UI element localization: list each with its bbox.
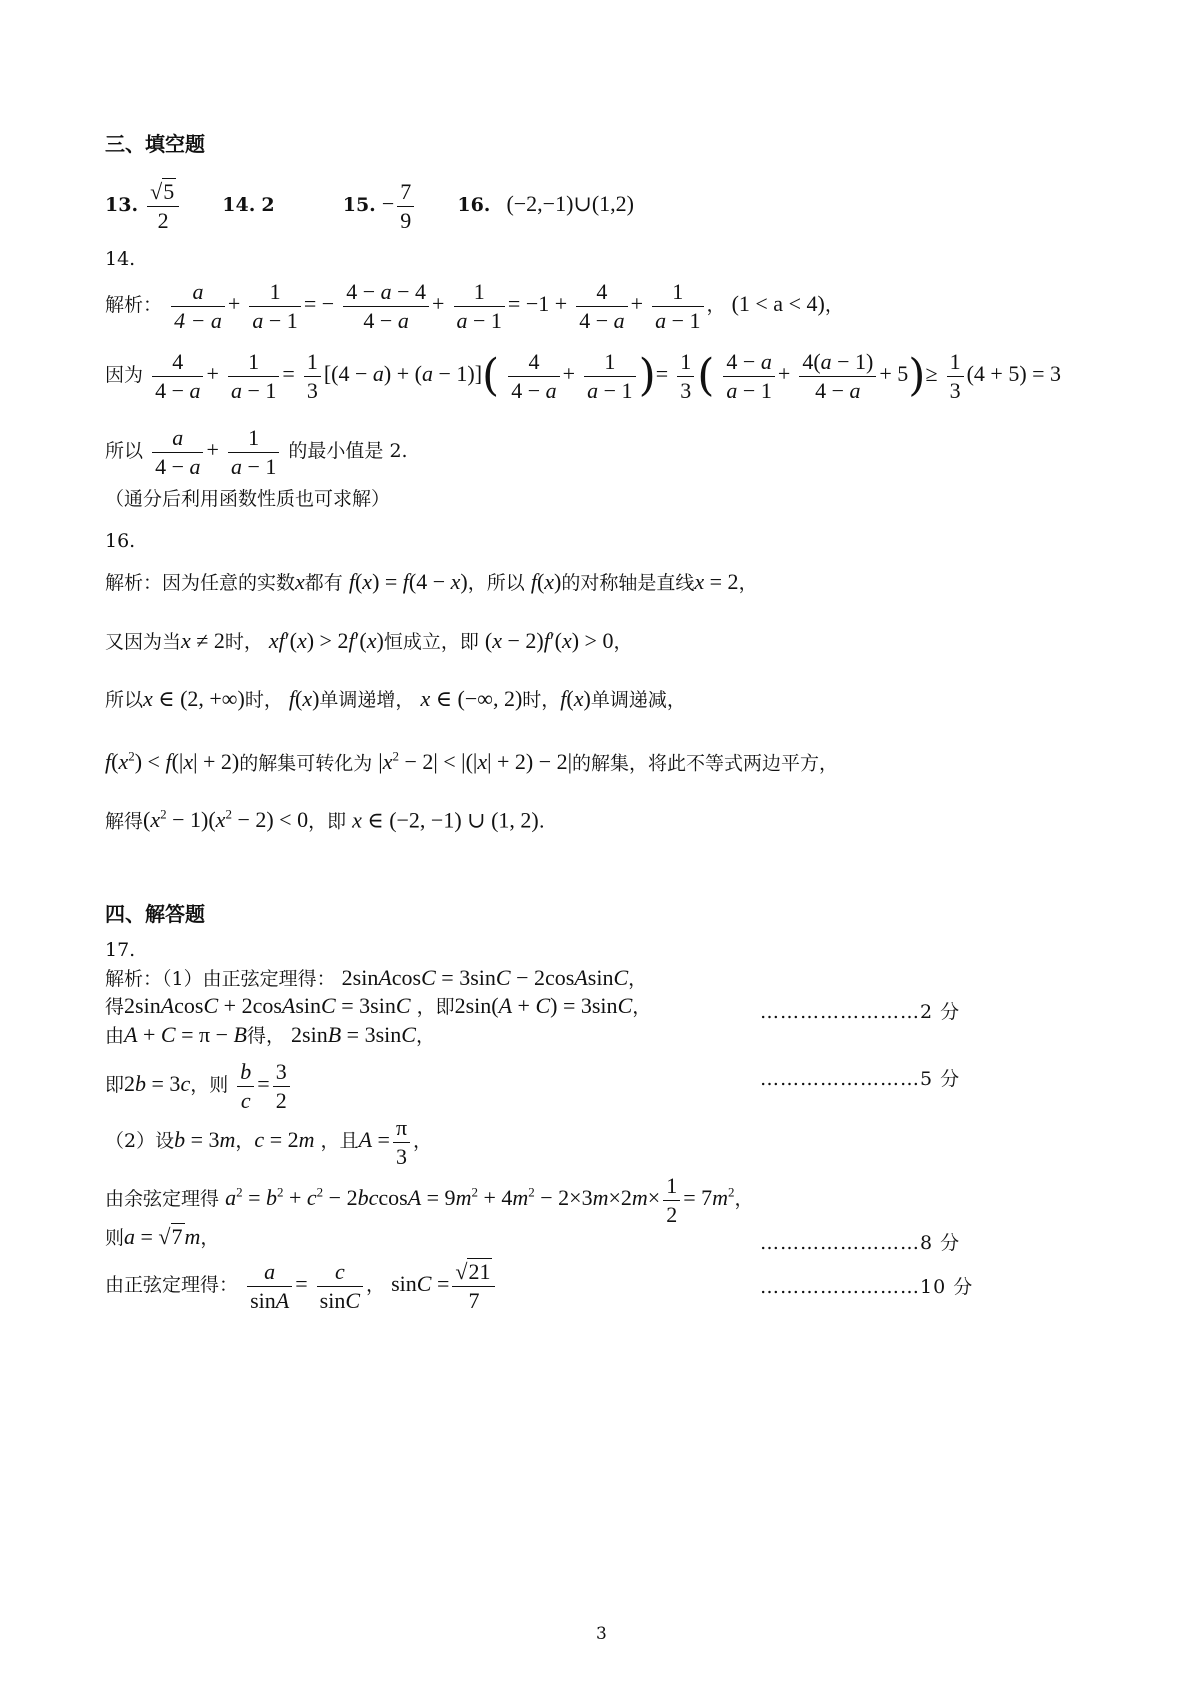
- q17-line4: 即2b = 3c，则 $\frac{b}{c}$ = $\frac{3}{2}$: [105, 1058, 293, 1114]
- q16-line5: 解得$(x^2 - 1)(x^2 - 2) < 0$，即 x ∈ (−2, −1) ∪ (1, 2).: [105, 807, 545, 833]
- answer-13-value: $\frac{√5}{2}$: [147, 178, 179, 234]
- q17-text-4a: 即: [105, 1074, 125, 1096]
- answer-14-label: 14.: [222, 194, 256, 216]
- q16-text-2b: 时，: [224, 631, 263, 653]
- q14-line3: 所以 $\frac{a}{4 - a}$ + $\frac{1}{a - 1}$ 的最小值是 2.: [105, 425, 408, 479]
- q17-score-8: ……………………8 分: [760, 1232, 961, 1254]
- q16-text-1b: 都有: [304, 572, 343, 594]
- q16-text-2a: 又因为当: [105, 631, 182, 653]
- answers-row: 13. $\frac{√5}{2}$ 14. 2 15. − $\frac{7}{9}$ 16. (−2,−1)∪(1,2): [105, 179, 635, 233]
- answer-15-value: $\frac{7}{9}$: [397, 178, 414, 234]
- section-title-fill-in: 三、填空题: [105, 132, 205, 156]
- q17-text-3b: 得，: [246, 1025, 285, 1047]
- q17-line2: 得2sinAcosC + 2cosAsinC = 3sinC ，即2sin(A + C) = 3sinC，: [105, 993, 652, 1018]
- q16-text-3a: 所以: [105, 689, 144, 711]
- q16-text-1a: 解析：因为任意的实数: [105, 572, 296, 594]
- q17-line1: 解析：（1）由正弦定理得： 2sinAcosC = 3sinC − 2cosAsinC，: [105, 965, 648, 990]
- q16-text-4b: 的解集，将此不等式两边平方，: [572, 752, 839, 775]
- q14-analysis-label: 解析：: [105, 294, 163, 316]
- q16-text-5b: ，即: [308, 810, 347, 833]
- answer-14-value: 2: [261, 194, 275, 216]
- answer-13-label: 13.: [105, 194, 139, 216]
- q16-line1: 解析：因为任意的实数x都有 f(x) = f(4 − x)，所以 f(x)的对称轴是直线x = 2，: [105, 569, 758, 594]
- answer-15-label: 15.: [342, 194, 376, 216]
- q14-because: 因为: [105, 364, 144, 386]
- q17-text-5a: （2）设: [105, 1130, 175, 1152]
- q16-line2: 又因为当x ≠ 2时， xf′(x) > 2f′(x)恒成立，即 (x − 2)f′(x) > 0，: [105, 628, 633, 653]
- q17-number: 17.: [105, 939, 136, 961]
- q17-score-5: ……………………5 分: [760, 1068, 961, 1090]
- q16-text-3d: 单调递减，: [590, 689, 686, 711]
- q16-text-3b: 时，: [244, 689, 283, 711]
- q17-line7: 则a = √7m，: [105, 1224, 220, 1249]
- q17-line5: （2）设b = 3m，c = 2m ，且A = $\frac{\pi}{3}$ ，: [105, 1115, 433, 1169]
- q17-text-7a: 则: [105, 1227, 125, 1249]
- q16-number: 16.: [105, 530, 136, 552]
- q17-text-2b: ，即: [416, 996, 455, 1018]
- q17-text-4b: ，则: [190, 1074, 229, 1096]
- q14-number: 14.: [105, 248, 136, 270]
- q16-text-1d: 的对称轴是直线: [561, 572, 695, 594]
- q17-score-10: ……………………10 分: [760, 1276, 974, 1298]
- q17-text-5b: ，且: [320, 1130, 359, 1152]
- q14-range: (1 < a < 4): [731, 291, 825, 316]
- q16-line3: 所以x ∈ (2, +∞)时， f(x)单调递增， x ∈ (−∞, 2)时，f(x)单调递减，: [105, 686, 686, 711]
- q17-text-1: 解析：（1）由正弦定理得：: [105, 968, 336, 990]
- q17-text-3a: 由: [105, 1025, 125, 1047]
- q17-text-6a: 由余弦定理得: [105, 1188, 220, 1210]
- q17-text-2a: 得: [105, 996, 125, 1018]
- q16-text-5a: 解得: [105, 810, 144, 833]
- q16-line4: $f(x^2) < f(|x| + 2)$的解集可转化为 $|x^2 - 2| < |(|x| + 2) - 2|$的解集，将此不等式两边平方，: [105, 749, 839, 775]
- q14-so-prefix: 所以: [105, 440, 144, 462]
- q14-so-suffix: 的最小值是 2.: [288, 440, 408, 462]
- q16-text-1c: ，所以: [467, 572, 525, 594]
- q17-score-2: ……………………2 分: [760, 1001, 961, 1023]
- q14-line1: 解析： $\frac{a}{4 - a}$ + $\frac{1}{a - 1}$ = − $\frac{4 - a - 4}{4 - a}$ + $\frac{1}{a - 1}$ = −1 + $\frac{4}{4 - a}$ + $\frac{1}{a - 1}$ ， (1 < a < 4)，: [105, 279, 844, 333]
- answer-16-label: 16.: [457, 194, 491, 216]
- q16-text-4a: 的解集可转化为: [239, 752, 373, 775]
- q14-note: （通分后利用函数性质也可求解）: [105, 488, 391, 510]
- section-title-solve: 四、解答题: [105, 902, 205, 926]
- page-number: 3: [596, 1624, 607, 1644]
- q16-text-3c: 单调递增，: [319, 689, 415, 711]
- q17-line8: 由正弦定理得： $\frac{a}{\sin A}$ = $\frac{c}{\sin C}$ ， sinC = $\frac{√21}{7}$: [105, 1258, 498, 1314]
- q17-line6: 由余弦定理得 $a^2 = b^2 + c^2 - 2bccosA = 9m^2 + 4m^2 - 2\times 3m\times 2m\times$ $\frac{1}{2}$ = $7m^2$，: [105, 1173, 754, 1227]
- answer-16-value: (−2,−1)∪(1,2): [506, 191, 635, 216]
- q14-line2: 因为 $\frac{4}{4 - a}$ + $\frac{1}{a - 1}$ = $\frac{1}{3}$ [(4 − a) + (a − 1)]( $\frac{4}{4 - a}$ + $\frac{1}{a - 1}$ )= $\frac{1}{3}$ ( $\frac{4 - a}{a - 1}$ + $\frac{4(a - 1)}{4 - a}$ + 5)≥ $\frac{1}{3}$ (4 + 5) = 3: [105, 349, 1062, 403]
- q17-line3: 由A + C = π − B得， 2sinB = 3sinC，: [105, 1022, 435, 1047]
- q17-text-8a: 由正弦定理得：: [105, 1274, 239, 1296]
- q16-text-2c: 恒成立，即: [383, 631, 479, 653]
